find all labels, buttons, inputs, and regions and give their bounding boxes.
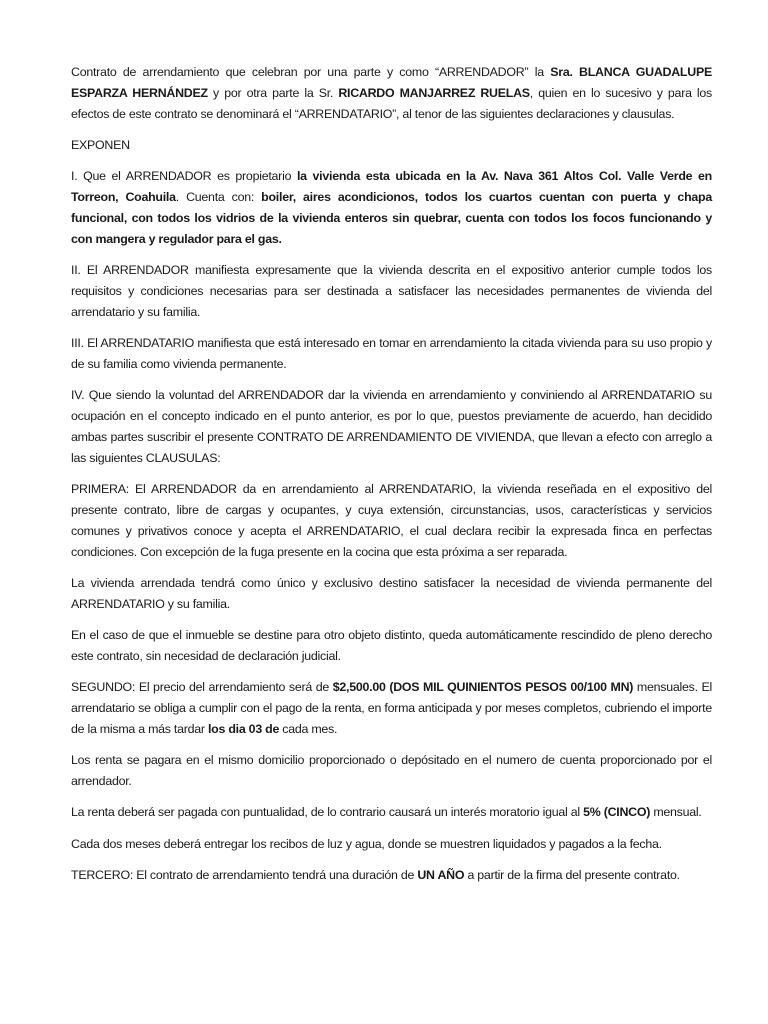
interest-rate: 5% (CINCO): [583, 805, 651, 820]
clause-interes: [71, 802, 712, 823]
clause-text: SEGUNDO: El precio del arrendamiento será de: [71, 680, 333, 695]
declaration-text: I. Que el ARRENDADOR es propietario: [71, 169, 297, 184]
clause-segundo: [71, 677, 712, 739]
rent-amount: $2,500.00 (DOS MIL QUINIENTOS PESOS 00/100 MN): [332, 680, 634, 695]
declaration-4: IV. Que siendo la voluntad del ARRENDADOR dar la vivienda en arrendamiento y conviniendo al ARRENDATARIO su ocupación en el concepto indicado en el punto anterior, es por lo que, puestos previamente de acuerdo, han decidido ambas partes suscribir el presente CONTRATO DE ARRENDAMIENTO DE VIVIENDA, que llevan a efecto con arreglo a las siguientes CLAUSULAS:: [71, 388, 712, 465]
contract-duration: UN AÑO: [417, 868, 465, 883]
property-address: la vivienda esta ubicada en la Av. Nava 361 Altos Col. Valle Verde en Torreon, Coahuila: [71, 169, 712, 205]
declaration-3: III. El ARRENDATARIO manifiesta que está interesado en tomar en arrendamiento la citada vivienda para su uso propio y de su familia como vivienda permanente.: [71, 336, 712, 371]
payment-due-day: los dia 03 de: [207, 721, 280, 736]
clause-rescision: En el caso de que el inmueble se destine para otro objeto distinto, queda automáticamente rescindido de pleno derecho este contrato, sin necesidad de declaración judicial.: [71, 628, 712, 663]
intro-text: Contrato de arrendamiento que celebran por una parte y como “ARRENDADOR” la: [71, 65, 551, 79]
clause-recibos: Cada dos meses deberá entregar los recibos de luz y agua, donde se muestren liquidados y pagados a la fecha.: [71, 836, 662, 851]
clause-destino: La vivienda arrendada tendrá como único y exclusivo destino satisfacer la necesidad de vivienda permanente del ARRENDATARIO y su familia.: [71, 575, 712, 611]
clause-primera: PRIMERA: El ARRENDADOR da en arrendamiento al ARRENDATARIO, la vivienda reseñada en el expositivo del presente contrato, libre de cargas y ocupantes, y cuya extensión, circunstancias, usos, características y servicios comunes y privativos conoce y acepta el ARRENDATARIO, el cual declara recibir la expresada finca en perfectas condiciones. Con excepción de la fuga presente en la cocina que esta próxima a ser reparada.: [71, 482, 712, 559]
intro-paragraph: [71, 62, 712, 124]
clause-pago-lugar: Los renta se pagara en el mismo domicilio proporcionado o depósitado en el numero de cuenta proporcionado por el arrendador.: [71, 753, 712, 789]
clause-text: a partir de la firma del presente contrato.: [464, 868, 680, 883]
exponen-heading: EXPONEN: [71, 137, 130, 152]
clause-text: mensual.: [650, 805, 702, 820]
clause-text: TERCERO: El contrato de arrendamiento tendrá una duración de: [71, 868, 418, 883]
intro-text: , quien en lo sucesivo y para los efectos de este contrato se denominará el “ARRENDATARIO”, al tenor de las siguientes declaraciones y clausulas.: [71, 85, 713, 121]
clause-text: mensuales. El arrendatario se obliga a cumplir con el pago de la renta, en forma anticipada y por meses completos, cubriendo el importe de la misma a más tardar: [71, 680, 712, 736]
lessor-name: Sra. BLANCA GUADALUPE ESPARZA HERNÁNDEZ: [71, 65, 712, 100]
declaration-2: II. El ARRENDADOR manifiesta expresamente que la vivienda descrita en el expositivo anterior cumple todos los requisitos y condiciones necesarias para ser destinada a satisfacer las necesidades permanentes de vivienda del arrendatario y su familia.: [71, 263, 712, 319]
lessee-name: RICARDO MANJARREZ RUELAS: [338, 85, 530, 100]
clause-text: cada mes.: [279, 721, 338, 736]
declaration-text: . Cuenta con:: [175, 190, 262, 205]
property-features: boiler, aires acondicionos, todos los cuartos cuentan con puerta y chapa funcional, con todos los vidrios de la vivienda enteros sin quebrar, cuenta con todos los focos funcionando y con mangera y regulador para el gas.: [71, 190, 712, 246]
clause-tercero: [71, 865, 712, 886]
intro-text: y por otra parte la Sr.: [207, 85, 339, 100]
clause-text: La renta deberá ser pagada con puntualidad, de lo contrario causará un interés moratorio igual al: [71, 805, 584, 820]
declaration-1: [71, 166, 712, 249]
